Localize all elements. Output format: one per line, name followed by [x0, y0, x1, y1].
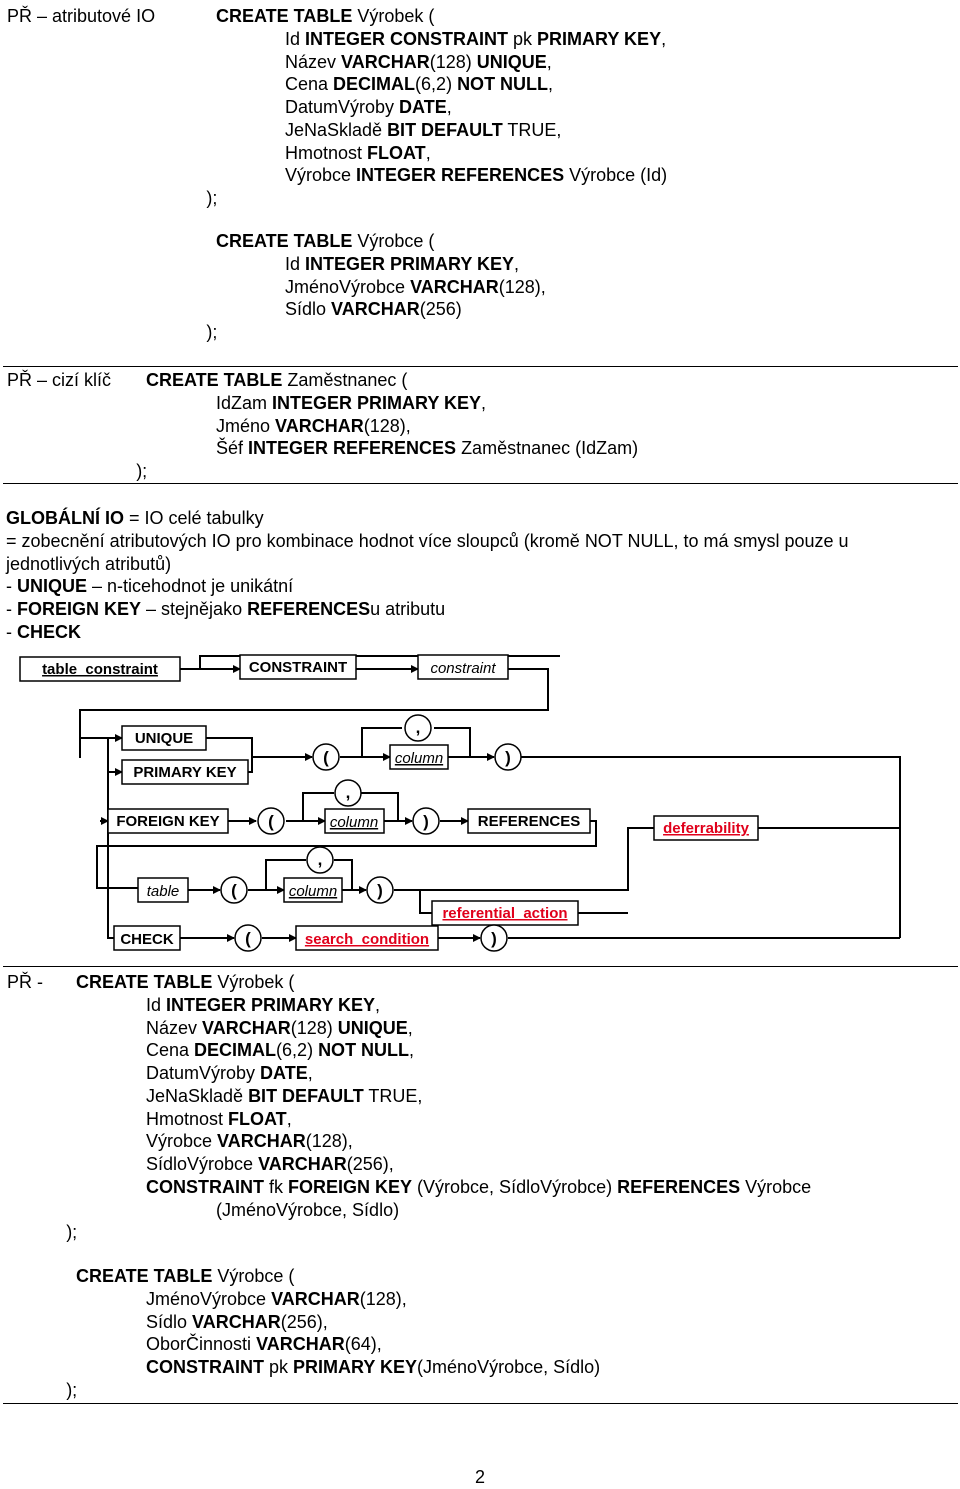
keyword: INTEGER CONSTRAINT: [305, 28, 509, 49]
code-line: [6, 575, 293, 597]
keyword: DECIMAL: [194, 1040, 277, 1061]
keyword: CONSTRAINT: [146, 1176, 264, 1197]
keyword: CONSTRAINT: [146, 1357, 264, 1377]
text: Hmotnost: [285, 142, 368, 163]
code-line: [285, 51, 552, 73]
text: Id: [285, 253, 306, 274]
text: – stejnějako: [141, 599, 248, 619]
keyword: DECIMAL: [333, 74, 416, 95]
code-line: [206, 187, 217, 209]
code-line: [146, 369, 407, 391]
keyword: UNIQUE: [17, 576, 88, 597]
text: );: [206, 322, 218, 342]
keyword: VARCHAR: [331, 299, 420, 320]
keyword: REFERENCES: [247, 599, 371, 619]
code-line: [146, 1017, 413, 1039]
code-line: [216, 392, 486, 414]
text: Výrobce (: [212, 1266, 295, 1286]
text: (256),: [280, 1311, 328, 1332]
code-line: [76, 1265, 294, 1287]
code-line: [136, 460, 147, 482]
text: ,: [286, 1108, 292, 1129]
text: Název: [285, 51, 342, 72]
keyword: BIT DEFAULT: [387, 119, 503, 140]
diagram-table: table: [146, 883, 180, 900]
code-line: [285, 119, 561, 141]
code-line: [6, 598, 445, 620]
keyword: CREATE TABLE: [216, 231, 353, 251]
text: Zaměstnanec (: [282, 370, 408, 390]
text: Jméno: [216, 415, 276, 436]
text: ,: [548, 74, 554, 95]
text: );: [66, 1222, 78, 1243]
divider: [3, 483, 958, 484]
text: -: [6, 621, 17, 642]
text: (128),: [363, 415, 411, 436]
keyword: INTEGER PRIMARY KEY: [166, 994, 376, 1015]
diagram-comma: ,: [345, 783, 351, 802]
text: (128): [429, 51, 477, 72]
text: Název: [146, 1017, 203, 1038]
code-line: [146, 1311, 328, 1333]
text: (Výrobce, SídloVýrobce): [412, 1176, 618, 1197]
text: (64),: [344, 1334, 382, 1355]
text: JeNaSkladě: [146, 1085, 249, 1106]
text: IdZam: [216, 392, 273, 413]
keyword: UNIQUE: [476, 51, 547, 72]
code-line: [146, 1039, 414, 1061]
text: = zobecnění atributových IO pro kombinace hodnot více sloupců (kromě NOT NULL, to má smysl pouze u: [6, 530, 849, 551]
keyword: VARCHAR: [192, 1311, 281, 1332]
code-line: [66, 1221, 77, 1243]
text: (128),: [359, 1288, 407, 1309]
keyword: DATE: [260, 1063, 308, 1083]
diagram-column: column: [288, 883, 338, 900]
code-line: [216, 230, 434, 252]
diagram-lparen: (: [245, 929, 251, 948]
text: DatumVýroby: [285, 97, 400, 117]
keyword: NOT NULL: [457, 74, 549, 95]
diagram-rparen: ): [423, 812, 429, 831]
text: Výrobce: [740, 1176, 812, 1197]
diagram-rparen: ): [505, 748, 511, 767]
keyword: INTEGER REFERENCES: [356, 165, 565, 186]
diagram-search-condition: search_condition: [304, 931, 430, 948]
keyword: UNIQUE: [337, 1017, 408, 1038]
text: Sídlo: [285, 299, 332, 320]
text: ,: [446, 97, 452, 117]
text: Výrobek (: [212, 972, 295, 992]
keyword: INTEGER REFERENCES: [248, 438, 457, 459]
text: -: [6, 576, 17, 597]
keyword: NOT NULL: [318, 1040, 410, 1061]
keyword: REFERENCES: [617, 1176, 741, 1197]
keyword: VARCHAR: [275, 415, 364, 436]
keyword: VARCHAR: [271, 1288, 360, 1309]
diagram-lparen: (: [231, 881, 237, 900]
keyword: CREATE TABLE: [146, 370, 283, 390]
table-constraint-syntax-diagram: [0, 648, 960, 953]
diagram-unique: UNIQUE: [134, 730, 194, 747]
text: ,: [307, 1063, 313, 1083]
text: Id: [146, 994, 167, 1015]
keyword: VARCHAR: [217, 1131, 306, 1152]
text: ,: [425, 142, 431, 163]
keyword: CREATE TABLE: [76, 972, 213, 992]
code-line: [216, 5, 434, 27]
text: – n-ticehodnot je unikátní: [87, 576, 294, 597]
code-line: [146, 994, 380, 1016]
code-line: [146, 1288, 407, 1310]
keyword: VARCHAR: [410, 276, 499, 297]
keyword: CREATE TABLE: [76, 1266, 213, 1286]
keyword: FOREIGN KEY: [288, 1176, 413, 1197]
diagram-references: REFERENCES: [477, 813, 581, 830]
text: JeNaSkladě: [285, 119, 388, 140]
section2-label: PŘ – cizí klíč: [7, 370, 112, 390]
divider: [3, 966, 958, 967]
text: fk: [264, 1176, 289, 1197]
diagram-rparen: ): [491, 929, 497, 948]
code-line: [146, 1333, 382, 1355]
code-line: [285, 253, 519, 275]
code-line: [285, 142, 431, 164]
text: u atributu: [370, 599, 446, 619]
text: Šéf: [216, 438, 249, 459]
diagram-column: column: [329, 814, 379, 831]
keyword: FLOAT: [367, 142, 426, 163]
keyword: GLOBÁLNÍ IO: [6, 508, 124, 528]
text: TRUE,: [363, 1085, 423, 1106]
keyword: FOREIGN KEY: [17, 599, 142, 619]
text: );: [206, 188, 218, 208]
code-line: [285, 73, 553, 95]
text: TRUE,: [502, 119, 562, 140]
text: (6,2): [276, 1040, 319, 1061]
text: DatumVýroby: [146, 1063, 261, 1083]
keyword: VARCHAR: [258, 1154, 347, 1174]
text: Výrobce: [285, 165, 357, 186]
text: (256): [419, 299, 462, 320]
text: ,: [661, 28, 667, 49]
keyword: VARCHAR: [202, 1017, 291, 1038]
code-line: [6, 553, 171, 575]
text: (128): [290, 1017, 338, 1038]
text: Sídlo: [146, 1311, 193, 1332]
text: Id: [285, 28, 306, 49]
text: (256),: [346, 1154, 394, 1174]
text: Zaměstnanec (IdZam): [456, 438, 639, 459]
keyword: INTEGER PRIMARY KEY: [272, 392, 482, 413]
text: Výrobce (Id): [564, 165, 668, 186]
section3-label: PŘ -: [7, 972, 43, 992]
keyword: PRIMARY KEY: [537, 28, 662, 49]
code-line: [285, 164, 667, 186]
keyword: VARCHAR: [341, 51, 430, 72]
text: (6,2): [415, 74, 458, 95]
code-line: [216, 437, 638, 459]
code-line: [6, 530, 849, 552]
text: pk: [508, 28, 538, 49]
keyword: VARCHAR: [256, 1334, 345, 1355]
text: Výrobek (: [352, 6, 435, 26]
code-line: [6, 507, 264, 529]
code-line: [216, 1199, 399, 1221]
code-line: [76, 971, 294, 993]
code-line: [146, 1085, 422, 1107]
diagram-lparen: (: [323, 748, 329, 767]
diagram-constraint-keyword: CONSTRAINT: [248, 659, 348, 676]
diagram-constraint: constraint: [430, 660, 496, 677]
text: (JménoVýrobce, Sídlo): [417, 1357, 601, 1377]
text: ,: [407, 1017, 413, 1038]
text: Výrobce: [146, 1131, 218, 1152]
text: );: [66, 1379, 78, 1400]
keyword: CREATE TABLE: [216, 6, 353, 26]
code-line: [146, 1130, 353, 1152]
text: ,: [481, 392, 487, 413]
divider: [3, 366, 958, 367]
code-line: [285, 28, 666, 50]
page-number: 2: [474, 1467, 485, 1487]
code-line: [146, 1108, 292, 1130]
code-line: [285, 276, 546, 298]
text: ,: [375, 994, 381, 1015]
text: (128),: [305, 1131, 353, 1152]
diagram-table-constraint: table_constraint: [42, 661, 158, 678]
code-line: [216, 415, 411, 437]
text: -: [6, 599, 17, 619]
keyword: DATE: [399, 97, 447, 117]
text: jednotlivých atributů): [6, 553, 172, 574]
code-line: [285, 298, 462, 320]
code-line: [6, 621, 81, 643]
diagram-comma: ,: [317, 850, 323, 869]
text: );: [136, 461, 148, 481]
text: Cena: [285, 74, 334, 95]
code-line: [146, 1062, 313, 1084]
code-line: [146, 1176, 811, 1198]
code-line: [146, 1153, 394, 1175]
diagram-referential-action: referential_action: [442, 905, 568, 922]
text: JménoVýrobce: [285, 276, 411, 297]
diagram-primary-key: PRIMARY KEY: [133, 764, 237, 781]
keyword: BIT DEFAULT: [248, 1085, 364, 1106]
code-line: [146, 1356, 600, 1378]
diagram-deferrability: deferrability: [663, 820, 749, 837]
text: JménoVýrobce: [146, 1288, 272, 1309]
divider: [3, 1403, 958, 1404]
text: pk: [264, 1357, 294, 1377]
diagram-lparen: (: [268, 812, 274, 831]
section1-label: PŘ – atributové IO: [7, 6, 156, 26]
code-line: [206, 321, 217, 343]
text: ,: [546, 51, 552, 72]
text: Výrobce (: [352, 231, 435, 251]
text: ,: [409, 1040, 415, 1061]
diagram-comma: ,: [415, 718, 421, 737]
text: OborČinnosti: [146, 1334, 257, 1355]
keyword: INTEGER PRIMARY KEY: [305, 253, 515, 274]
diagram-foreign-key: FOREIGN KEY: [116, 813, 220, 830]
keyword: CHECK: [17, 621, 82, 642]
code-line: [66, 1379, 77, 1401]
diagram-rparen: ): [377, 881, 383, 900]
code-line: [285, 96, 452, 118]
diagram-column: column: [394, 750, 444, 767]
text: (128),: [498, 276, 546, 297]
keyword: FLOAT: [228, 1108, 287, 1129]
text: Hmotnost: [146, 1108, 229, 1129]
text: = IO celé tabulky: [124, 508, 264, 528]
keyword: PRIMARY KEY: [293, 1357, 418, 1377]
text: ,: [514, 253, 520, 274]
text: SídloVýrobce: [146, 1154, 259, 1174]
text: Cena: [146, 1040, 195, 1061]
text: (JménoVýrobce, Sídlo): [216, 1199, 400, 1220]
diagram-check: CHECK: [120, 931, 174, 948]
